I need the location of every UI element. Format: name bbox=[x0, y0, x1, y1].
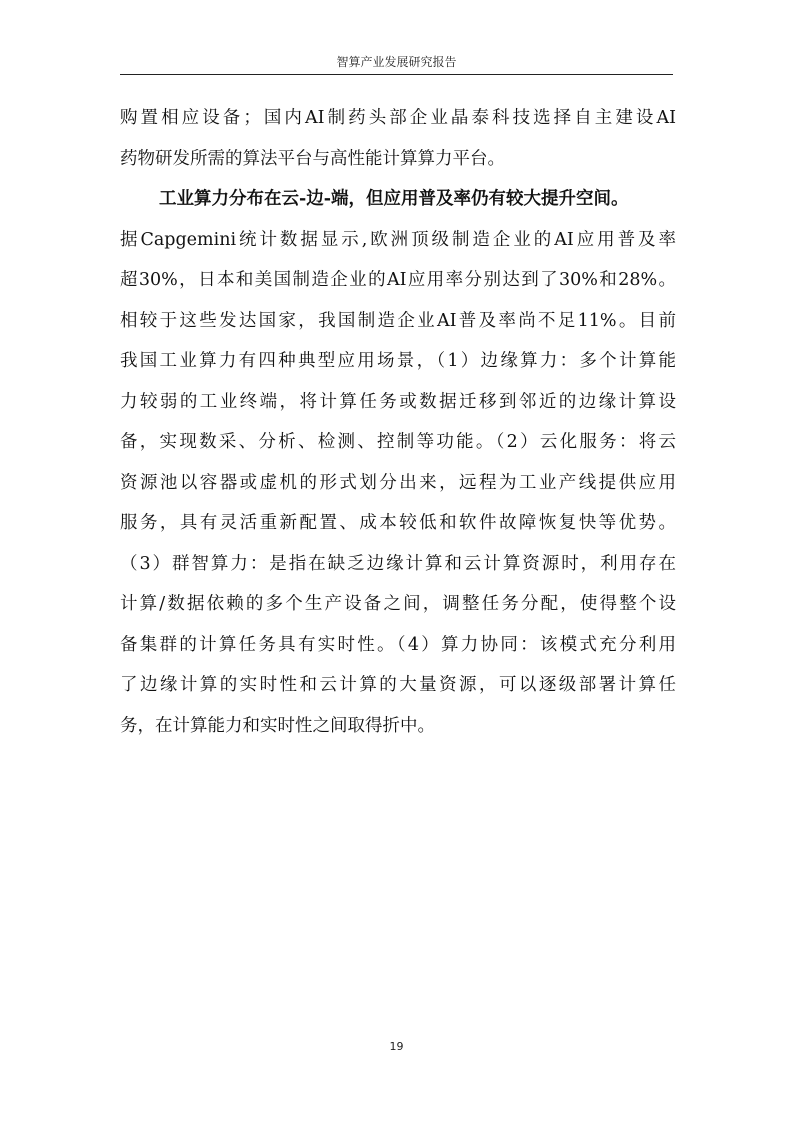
paragraph-line: 我国工业算力有四种典型应用场景，（1）边缘算力：多个计算能 bbox=[120, 351, 676, 371]
paragraph-line: （3）群智算力：是指在缺乏边缘计算和云计算资源时，利用存在 bbox=[120, 553, 676, 574]
paragraph-line: 据Capgemini统计数据显示,欧洲顶级制造企业的AI应用普及率 bbox=[120, 229, 676, 250]
paragraph-line: 务，在计算能力和实时性之间取得折中。 bbox=[120, 715, 435, 736]
paragraph-line: 备，实现数采、分析、检测、控制等功能。（2）云化服务：将云 bbox=[120, 432, 676, 452]
bold-lead-sentence: 工业算力分布在云-边-端，但应用普及率仍有较大提升空间。 bbox=[159, 189, 629, 209]
paragraph-line: 备集群的计算任务具有实时性。（4）算力协同：该模式充分利用 bbox=[120, 634, 676, 655]
paragraph-line: 购置相应设备；国内AI制药头部企业晶泰科技选择自主建设AI bbox=[120, 108, 676, 128]
paragraph-line: 相较于这些发达国家，我国制造企业AI普及率尚不足11%。目前 bbox=[120, 310, 676, 331]
paragraph-line: 力较弱的工业终端，将计算任务或数据迁移到邻近的边缘计算设 bbox=[120, 391, 676, 412]
page-number: 19 bbox=[389, 1040, 404, 1053]
page-header bbox=[120, 52, 673, 75]
paragraph-line: 药物研发所需的算法平台与高性能计算算力平台。 bbox=[120, 148, 505, 169]
paragraph-line: 了边缘计算的实时性和云计算的大量资源，可以逐级部署计算任 bbox=[120, 675, 676, 695]
paragraph-line: 服务，具有灵活重新配置、成本较低和软件故障恢复快等优势。 bbox=[120, 513, 676, 533]
body-text bbox=[120, 98, 676, 746]
header-title: 智算产业发展研究报告 bbox=[336, 55, 457, 69]
paragraph-line: 超30%，日本和美国制造企业的AI应用率分别达到了30%和28%。 bbox=[120, 270, 676, 290]
paragraph-line: 计算/数据依赖的多个生产设备之间，调整任务分配，使得整个设 bbox=[120, 594, 676, 614]
paragraph-line: 资源池以容器或虚机的形式划分出来，远程为工业产线提供应用 bbox=[120, 472, 676, 493]
